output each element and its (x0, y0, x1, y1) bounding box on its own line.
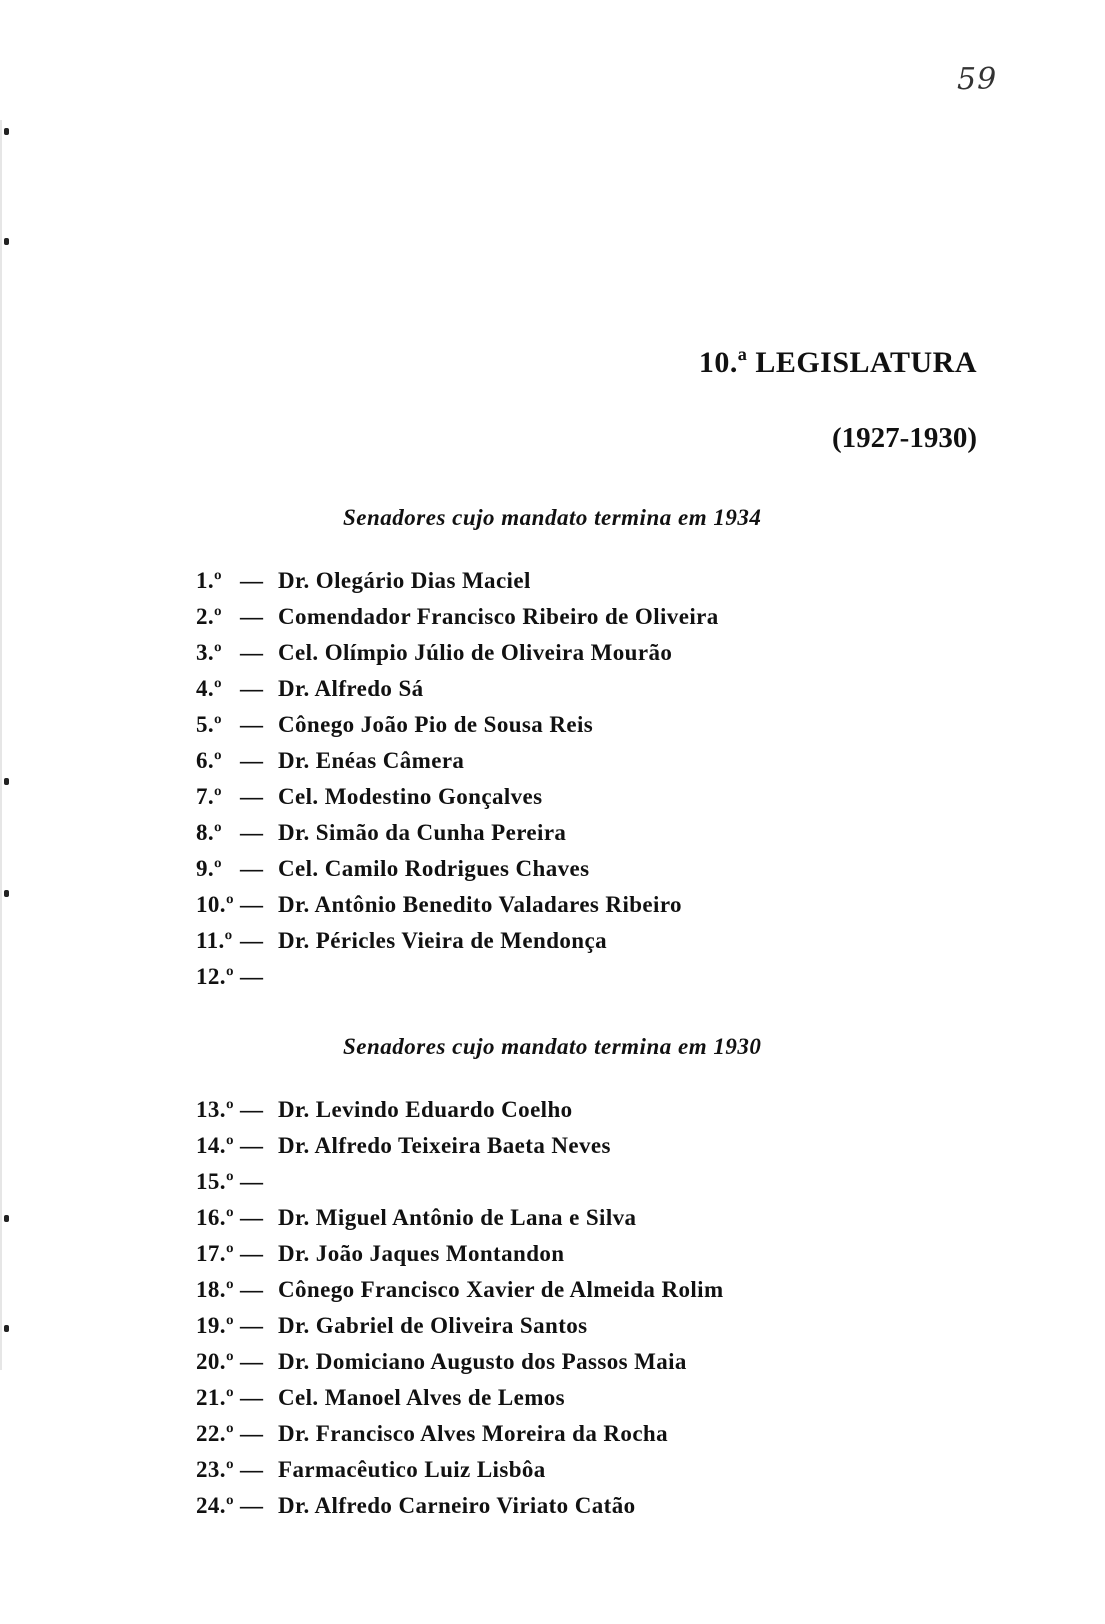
entry-dash: — (240, 1205, 264, 1230)
senator-name: Cel. Modestino Gonçalves (278, 784, 543, 809)
entry-dash: — (240, 748, 264, 773)
entry-dash: — (240, 1493, 264, 1518)
senator-entry (196, 1308, 724, 1344)
entry-ordinal: 23.º (196, 1457, 234, 1482)
senator-list-1934 (196, 563, 719, 995)
entry-dash: — (240, 820, 264, 845)
entry-dash: — (240, 1241, 264, 1266)
senator-name: Dr. Péricles Vieira de Mendonça (278, 928, 608, 953)
entry-ordinal: 18.º (196, 1277, 234, 1302)
entry-dash: — (240, 892, 264, 917)
senator-entry (196, 1488, 724, 1524)
senator-name: Cel. Olímpio Júlio de Oliveira Mourão (278, 640, 673, 665)
entry-ordinal: 8.º (196, 820, 223, 845)
entry-ordinal: 11.º (196, 928, 233, 953)
entry-ordinal: 5.º (196, 712, 223, 737)
margin-mark (4, 1215, 9, 1222)
entry-dash: — (240, 604, 264, 629)
senator-list-1930 (196, 1092, 724, 1524)
senator-entry (196, 1200, 724, 1236)
senator-entry (196, 887, 719, 923)
entry-ordinal: 12.º (196, 964, 234, 989)
senator-entry (196, 851, 719, 887)
entry-dash: — (240, 964, 264, 989)
senator-entry (196, 1236, 724, 1272)
entry-dash: — (240, 856, 264, 881)
margin-mark (4, 890, 9, 897)
entry-ordinal: 10.º (196, 892, 234, 917)
entry-ordinal: 14.º (196, 1133, 234, 1158)
entry-dash: — (240, 1277, 264, 1302)
senator-entry (196, 1128, 724, 1164)
senator-name: Dr. Francisco Alves Moreira da Rocha (278, 1421, 669, 1446)
entry-dash: — (240, 1349, 264, 1374)
entry-ordinal: 19.º (196, 1313, 234, 1338)
entry-ordinal: 2.º (196, 604, 223, 629)
senator-entry (196, 635, 719, 671)
entry-dash: — (240, 1097, 264, 1122)
entry-ordinal: 15.º (196, 1169, 234, 1194)
senator-entry (196, 1416, 724, 1452)
senator-name: Dr. Simão da Cunha Pereira (278, 820, 567, 845)
senator-entry (196, 563, 719, 599)
senator-entry (196, 815, 719, 851)
entry-ordinal: 3.º (196, 640, 223, 665)
legislature-years: (1927-1930) (832, 422, 977, 454)
entry-ordinal: 6.º (196, 748, 223, 773)
senator-name: Cel. Manoel Alves de Lemos (278, 1385, 566, 1410)
senator-name: Dr. Levindo Eduardo Coelho (278, 1097, 573, 1122)
entry-dash: — (240, 1133, 264, 1158)
section-heading-1934: Senadores cujo mandato termina em 1934 (343, 505, 762, 530)
entry-ordinal: 22.º (196, 1421, 234, 1446)
senator-name: Dr. João Jaques Montandon (278, 1241, 565, 1266)
entry-dash: — (240, 928, 264, 953)
senator-name: Dr. Alfredo Carneiro Viriato Catão (278, 1493, 636, 1518)
section-heading-1930: Senadores cujo mandato termina em 1930 (343, 1034, 762, 1059)
entry-ordinal: 13.º (196, 1097, 234, 1122)
page-edge-shadow (0, 120, 2, 1370)
entry-dash: — (240, 1457, 264, 1482)
entry-dash: — (240, 1169, 264, 1194)
senator-name: Dr. Alfredo Teixeira Baeta Neves (278, 1133, 611, 1158)
senator-name: Dr. Miguel Antônio de Lana e Silva (278, 1205, 637, 1230)
margin-mark (4, 1325, 9, 1332)
senator-entry (196, 1272, 724, 1308)
legislature-title: 10.ª LEGISLATURA (698, 346, 977, 379)
entry-dash: — (240, 712, 264, 737)
entry-dash: — (240, 676, 264, 701)
entry-dash: — (240, 784, 264, 809)
margin-mark (4, 778, 9, 785)
entry-ordinal: 24.º (196, 1493, 234, 1518)
margin-mark (4, 238, 9, 245)
senator-entry (196, 671, 719, 707)
senator-entry (196, 599, 719, 635)
senator-entry (196, 1452, 724, 1488)
entry-dash: — (240, 640, 264, 665)
senator-entry (196, 1380, 724, 1416)
senator-entry (196, 707, 719, 743)
senator-name: Cel. Camilo Rodrigues Chaves (278, 856, 590, 881)
senator-entry (196, 1164, 724, 1200)
senator-name: Dr. Olegário Dias Maciel (278, 568, 531, 593)
entry-ordinal: 20.º (196, 1349, 234, 1374)
senator-name: Cônego João Pio de Sousa Reis (278, 712, 594, 737)
senator-name: Dr. Domiciano Augusto dos Passos Maia (278, 1349, 687, 1374)
entry-ordinal: 17.º (196, 1241, 234, 1266)
senator-name: Dr. Alfredo Sá (278, 676, 424, 701)
entry-dash: — (240, 1313, 264, 1338)
entry-ordinal: 7.º (196, 784, 223, 809)
page-number: 59 (957, 62, 998, 97)
entry-ordinal: 4.º (196, 676, 223, 701)
senator-name: Farmacêutico Luiz Lisbôa (278, 1457, 546, 1482)
senator-entry (196, 959, 719, 995)
entry-dash: — (240, 1421, 264, 1446)
entry-ordinal: 21.º (196, 1385, 234, 1410)
senator-name: Dr. Antônio Benedito Valadares Ribeiro (278, 892, 682, 917)
senator-name: Cônego Francisco Xavier de Almeida Rolim (278, 1277, 724, 1302)
entry-ordinal: 16.º (196, 1205, 234, 1230)
senator-name: Comendador Francisco Ribeiro de Oliveira (278, 604, 719, 629)
senator-entry (196, 779, 719, 815)
senator-name: Dr. Gabriel de Oliveira Santos (278, 1313, 588, 1338)
entry-dash: — (240, 1385, 264, 1410)
entry-ordinal: 1.º (196, 568, 223, 593)
entry-ordinal: 9.º (196, 856, 223, 881)
senator-name: Dr. Enéas Câmera (278, 748, 465, 773)
entry-dash: — (240, 568, 264, 593)
senator-entry (196, 743, 719, 779)
margin-mark (4, 128, 9, 135)
senator-entry (196, 1092, 724, 1128)
senator-entry (196, 1344, 724, 1380)
senator-entry (196, 923, 719, 959)
